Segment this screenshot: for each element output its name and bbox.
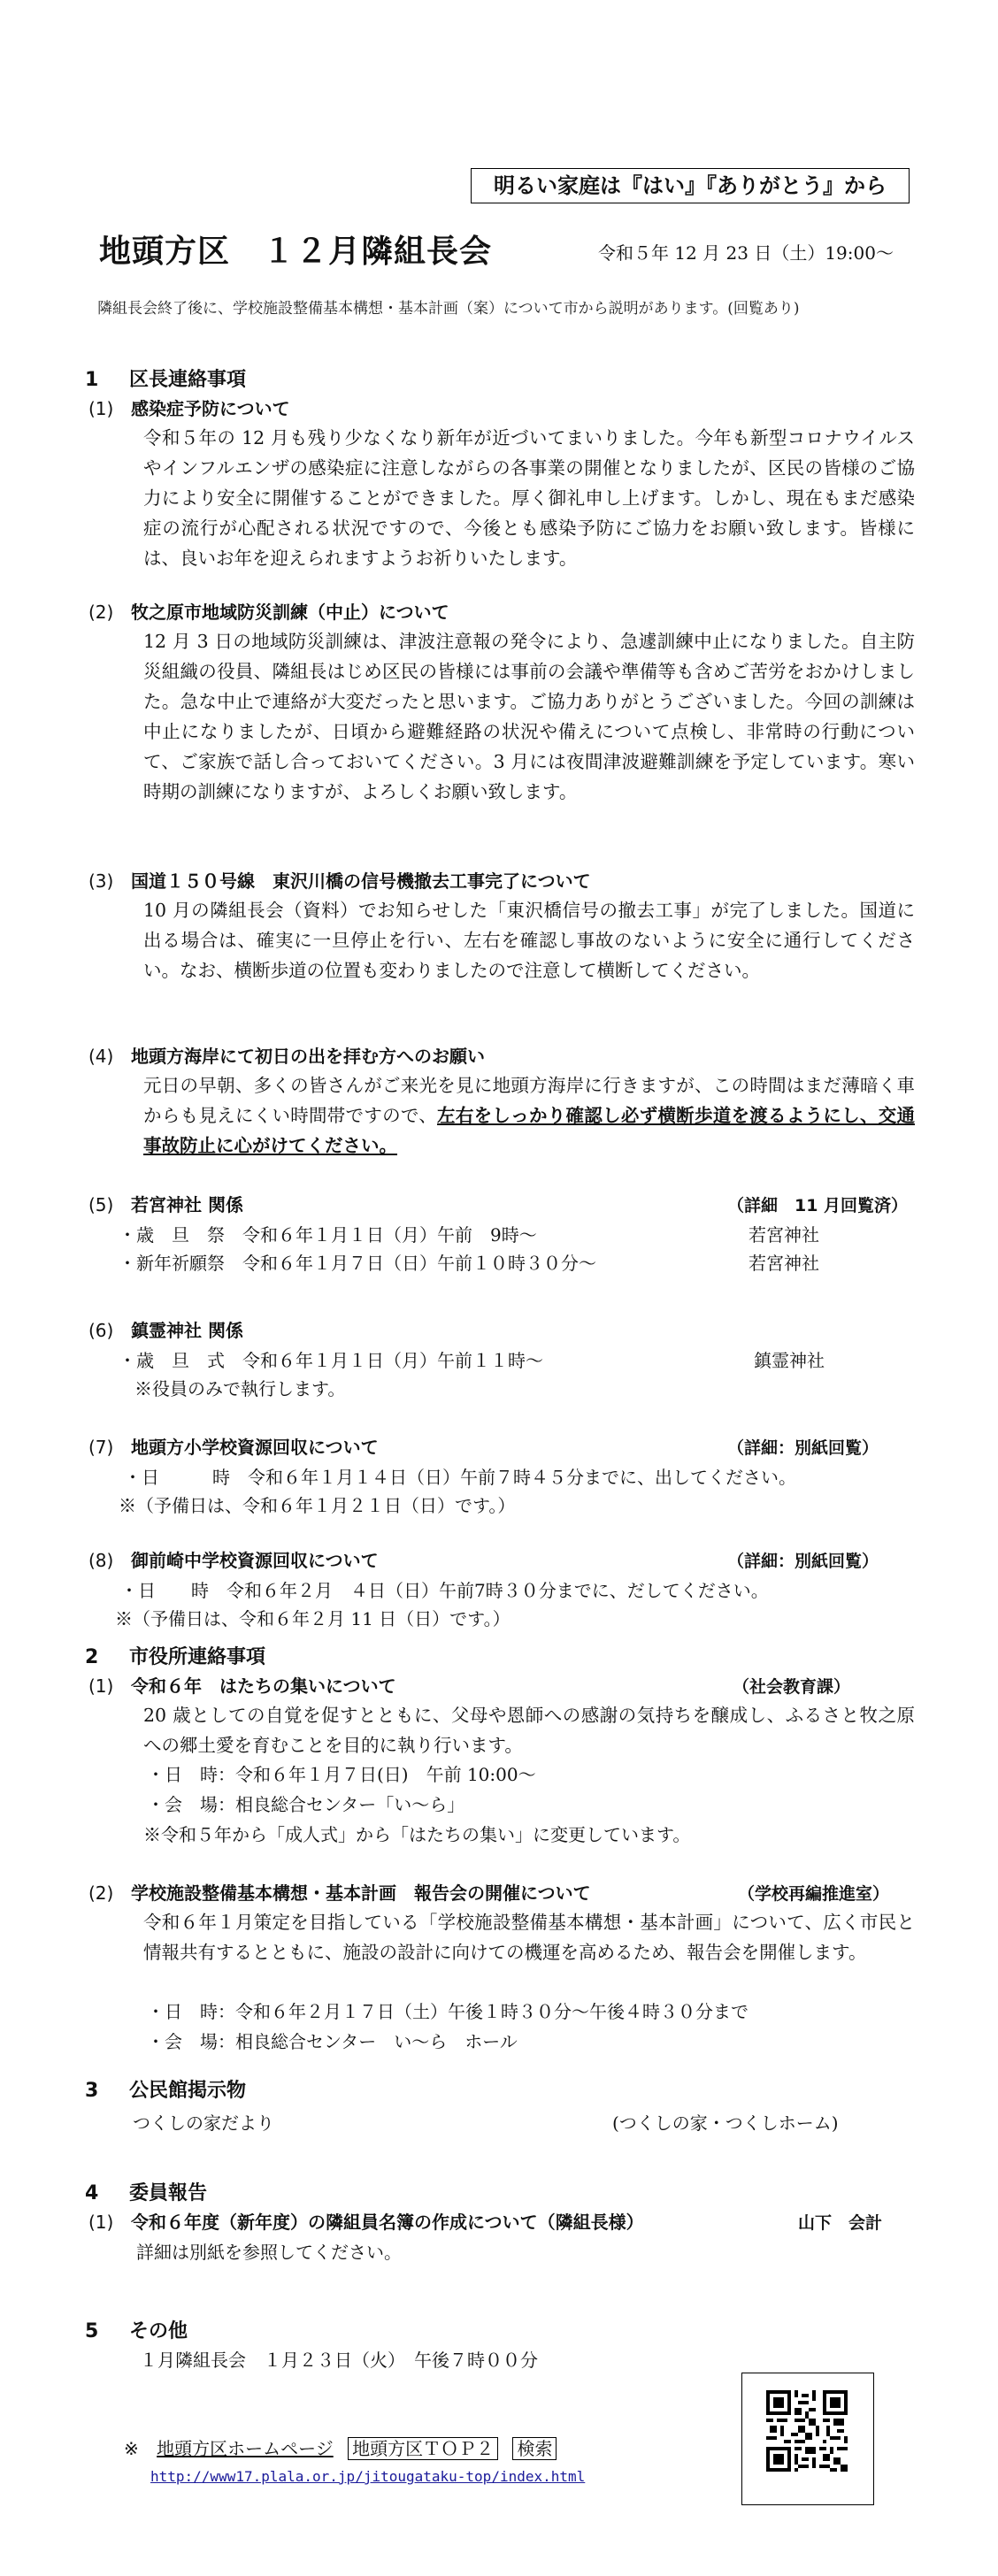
- item-4-1-detail: 山下 会計: [798, 2213, 883, 2233]
- event-row: ・歳 旦 式 令和６年１月１日（月）午前１１時～: [119, 1350, 543, 1371]
- section-title: 市役所連絡事項: [129, 1646, 266, 1668]
- homepage-link[interactable]: 地頭方区ホームページ: [157, 2438, 334, 2459]
- item-1-3-heading: [88, 867, 591, 893]
- section-4-heading: [85, 2178, 207, 2205]
- item-1-4-body: [143, 1070, 915, 1161]
- item-1-4-heading: [88, 1042, 485, 1068]
- section-title: 区長連絡事項: [129, 369, 247, 391]
- item-1-7-detail: （詳細：別紙回覧）: [727, 1438, 879, 1458]
- item-4-1-body: 詳細は別紙を参照してください。: [136, 2242, 402, 2263]
- item-number: (4): [88, 1046, 114, 1067]
- notice-source: (つくしの家・つくしホーム): [612, 2112, 839, 2134]
- section-number: 2: [85, 1646, 99, 1668]
- section-title: その他: [129, 2320, 188, 2342]
- header-note: 隣組長会終了後に、学校施設整備基本構想・基本計画（案）について市から説明があります。(回覧あり): [97, 300, 800, 318]
- item-title: 令和６年度（新年度）の隣組員名簿の作成について（隣組長様）: [131, 2212, 644, 2233]
- item-number: (2): [88, 1882, 114, 1904]
- qr-code-icon: [766, 2390, 848, 2472]
- section-5-heading: [85, 2316, 188, 2343]
- item-title: 地頭方小学校資源回収について: [131, 1437, 379, 1458]
- item-1-8-heading: [88, 1546, 379, 1572]
- search-button[interactable]: 検索: [512, 2437, 557, 2460]
- item-number: (3): [88, 870, 114, 892]
- item-1-2-body: 12 月 3 日の地域防災訓練は、津波注意報の発令により、急遽訓練中止になりました。自主防災組織の役員、隣組長はじめ区民の皆様には事前の会議や準備等も含めご苦労をおかけしました。急な中止で連絡が大変だったと思います。ご協力ありがとうございました。今回の訓練は中止になりましたが、日頃から避難経路の状況や備えについて点検し、非常時の行動について、ご家族で話し合っておいてください。3 月には夜間津波避難訓練を予定しています。寒い時期の訓練になりますが、よろしくお願い致します。: [143, 631, 915, 802]
- item-2-2-heading: [88, 1879, 591, 1905]
- item-title: 牧之原市地域防災訓練（中止）について: [131, 602, 449, 623]
- item-2-2-detail: （学校再編推進室）: [738, 1884, 890, 1904]
- slogan-box: 明るい家庭は『はい』『ありがとう』から: [471, 168, 910, 203]
- item-1-4-text: 元日の早朝、多くの皆さんがご来光を見に地頭方海岸に行きますが、この時間はまだ薄暗く車からも見えにくい時間帯ですので、: [143, 1075, 915, 1126]
- page-title: 地頭方区 １２月隣組長会: [99, 234, 493, 270]
- next-meeting: １月隣組長会 １月２３日（火） 午後７時００分: [140, 2350, 538, 2371]
- section-number: 1: [85, 369, 99, 391]
- reserve-date: ※（予備日は、令和６年２月 11 日（日）です。）: [115, 1608, 511, 1629]
- item-1-4-emphasis: 左右をしっかり確認し必ず横断歩道を渡るようにし、交通事故防止に心がけてください。: [143, 1105, 916, 1156]
- homepage-url[interactable]: http://www17.plala.or.jp/jitougataku-top/index.html: [150, 2468, 586, 2485]
- item-title: 学校施設整備基本構想・基本計画 報告会の開催について: [131, 1882, 591, 1904]
- section-title: 委員報告: [129, 2182, 208, 2204]
- item-2-1-detail: （社会教育課）: [733, 1677, 851, 1697]
- notice-item: つくしの家だより: [133, 2112, 274, 2134]
- item-number: (1): [88, 2212, 114, 2233]
- footer-mark: ※: [124, 2438, 139, 2459]
- item-title: 令和６年 はたちの集いについて: [131, 1675, 396, 1697]
- item-number: (2): [88, 602, 114, 623]
- collection-date: ・日 時 令和６年２月 ４日（日）午前7時３０分までに、だしてください。: [120, 1580, 769, 1601]
- item-1-5-heading: [88, 1191, 243, 1216]
- item-4-1-heading: [88, 2208, 644, 2234]
- reserve-date: ※（予備日は、令和６年１月２１日（日）です。）: [119, 1495, 516, 1516]
- item-1-1-heading: [88, 395, 290, 420]
- item-number: (7): [88, 1437, 114, 1458]
- section-number: 3: [85, 2080, 99, 2102]
- item-1-5-detail: （詳細 11 月回覧済）: [727, 1196, 909, 1215]
- homepage-search-hint: [124, 2434, 557, 2460]
- item-title: 若宮神社 関係: [131, 1194, 243, 1215]
- search-keyword-box: 地頭方区ＴＯＰ２: [348, 2437, 498, 2460]
- item-2-1-heading: [88, 1672, 396, 1698]
- item-number: (5): [88, 1194, 114, 1215]
- section-2-heading: [85, 1642, 265, 1669]
- item-number: (6): [88, 1320, 114, 1341]
- item-1-7-heading: [88, 1433, 379, 1459]
- section-3-heading: [85, 2075, 246, 2103]
- section-title: 公民館掲示物: [129, 2080, 247, 2102]
- event-row: ・会 場：相良総合センター「い～ら」: [147, 1794, 465, 1815]
- item-number: (1): [88, 398, 114, 419]
- item-title: 国道１５０号線 東沢川橋の信号機撤去工事完了について: [131, 870, 591, 892]
- event-location: 若宮神社: [748, 1224, 819, 1246]
- item-title: 鎮霊神社 関係: [131, 1320, 243, 1341]
- item-number: (1): [88, 1675, 114, 1697]
- event-note: ※役員のみで執行します。: [134, 1378, 346, 1399]
- item-number: (8): [88, 1550, 114, 1571]
- event-note: ※令和５年から「成人式」から「はたちの集い」に変更しています。: [143, 1824, 691, 1845]
- event-row: ・新年祈願祭 令和６年１月７日（日）午前１０時３０分～: [119, 1253, 596, 1274]
- item-1-6-heading: [88, 1316, 243, 1342]
- event-row: ・日 時：令和６年２月１７日（土）午後１時３０分～午後４時３０分まで: [147, 2001, 748, 2022]
- item-1-3-body: 10 月の隣組長会（資料）でお知らせした「東沢橋信号の撤去工事」が完了しました。国道に出る場合は、確実に一旦停止を行い、左右を確認し事故のないように安全に通行してください。なお、横断歩道の位置も変わりましたので注意して横断してください。: [143, 900, 915, 981]
- section-number: 4: [85, 2182, 99, 2204]
- item-title: 御前崎中学校資源回収について: [131, 1550, 379, 1571]
- collection-date: ・日 時 令和６年１月１４日（日）午前７時４５分までに、出してください。: [124, 1467, 796, 1488]
- event-row: ・日 時：令和６年１月７日(日) 午前 10:00～: [147, 1764, 536, 1785]
- event-row: ・歳 旦 祭 令和６年１月１日（月）午前 9時～: [119, 1224, 537, 1246]
- section-number: 5: [85, 2320, 99, 2342]
- item-2-2-body: 令和６年１月策定を目指している「学校施設整備基本構想・基本計画」について、広く市民と情報共有するとともに、施設の設計に向けての機運を高めるため、報告会を開催します。: [143, 1912, 915, 1963]
- item-1-2-heading: [88, 598, 449, 624]
- event-row: ・会 場：相良総合センター い～ら ホール: [147, 2031, 518, 2052]
- item-1-1-body: 令和５年の 12 月も残り少なくなり新年が近づいてまいりました。今年も新型コロナウイルスやインフルエンザの感染症に注意しながらの各事業の開催となりましたが、区民の皆様のご協力により安全に開催することができました。厚く御礼申し上げます。しかし、現在もまだ感染症の流行が心配される状況ですので、今後とも感染予防にご協力をお願い致します。皆様には、良いお年を迎えられますようお祈りいたします。: [143, 427, 915, 569]
- event-location: 鎮霊神社: [754, 1350, 825, 1371]
- item-title: 感染症予防について: [131, 398, 290, 419]
- item-2-1-body: 20 歳としての自覚を促すとともに、父母や恩師への感謝の気持ちを醸成し、ふるさと牧之原への郷土愛を育むことを目的に執り行います。: [143, 1705, 915, 1756]
- meeting-date: 令和５年 12 月 23 日（土）19:00～: [598, 242, 894, 264]
- section-1-heading: [85, 364, 246, 392]
- item-title: 地頭方海岸にて初日の出を拝む方へのお願い: [131, 1046, 485, 1067]
- item-1-8-detail: （詳細：別紙回覧）: [727, 1552, 879, 1571]
- event-location: 若宮神社: [748, 1253, 819, 1274]
